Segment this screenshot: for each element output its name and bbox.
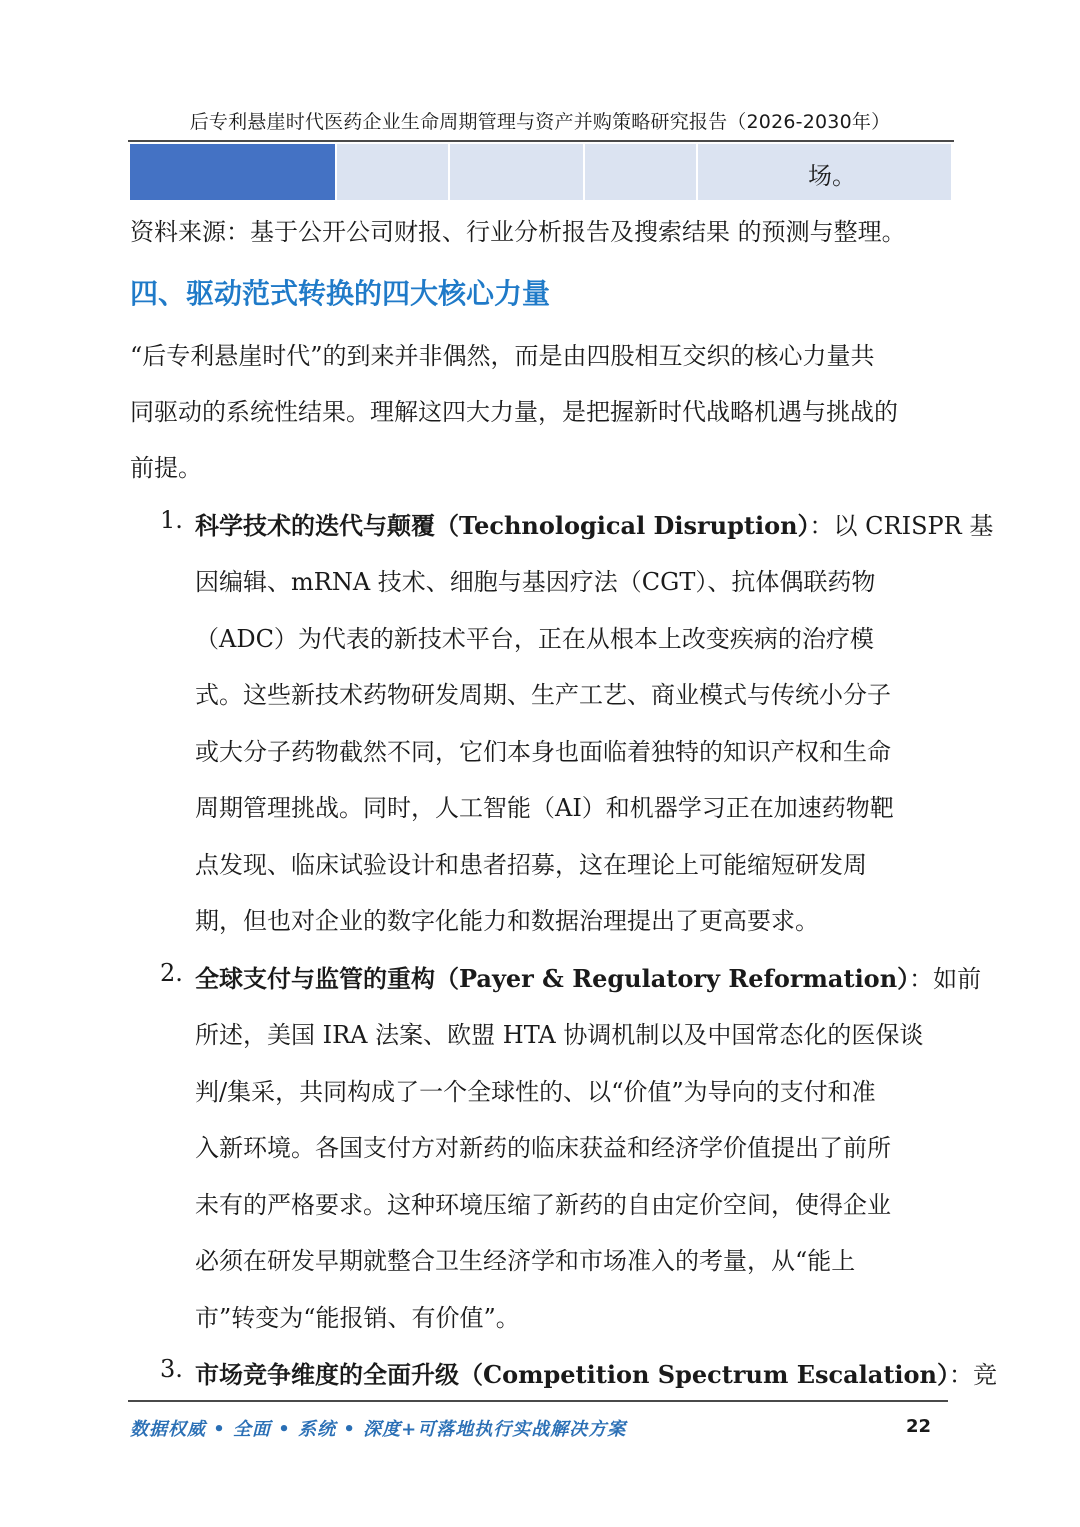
list-item-text: ：以 CRISPR 基: [809, 512, 994, 540]
list-item-first-line: [195, 959, 981, 994]
table-cell: [698, 144, 951, 200]
list-item-line: 市”转变为“能报销、有价值”。: [195, 1304, 520, 1332]
list-item-line: 所述，美国 IRA 法案、欧盟 HTA 协调机制以及中国常态化的医保谈: [195, 1021, 924, 1049]
list-item-line: 期，但也对企业的数字化能力和数据治理提出了更高要求。: [195, 907, 819, 935]
list-item-first-line: [195, 506, 993, 541]
list-item-number: 1.: [160, 506, 183, 534]
intro-paragraph-line: 同驱动的系统性结果。理解这四大力量，是把握新时代战略机遇与挑战的: [130, 398, 898, 426]
list-item-line: 入新环境。各国支付方对新药的临床获益和经济学价值提出了前所: [195, 1134, 891, 1162]
page-number: 22: [906, 1416, 932, 1437]
list-item-line: 或大分子药物截然不同，它们本身也面临着独特的知识产权和生命: [195, 738, 891, 766]
list-item-line: 判/集采，共同构成了一个全球性的、以“价值”为导向的支付和准: [195, 1078, 876, 1106]
list-item-line: 因编辑、mRNA 技术、细胞与基因疗法（CGT）、抗体偶联药物: [195, 568, 876, 596]
list-item-line: 点发现、临床试验设计和患者招募，这在理论上可能缩短研发周: [195, 851, 867, 879]
list-item-number: 2.: [160, 959, 183, 987]
list-item-line: 周期管理挑战。同时，人工智能（AI）和机器学习正在加速药物靶: [195, 794, 894, 822]
footer-slogan: 数据权威 • 全面 • 系统 • 深度+可落地执行实战解决方案: [130, 1419, 627, 1440]
source-note: 资料来源：基于公开公司财报、行业分析报告及搜索结果 的预测与整理。: [130, 218, 906, 246]
list-item-text: ：如前: [909, 965, 982, 993]
list-item-first-line: [195, 1355, 997, 1390]
list-item-number: 3.: [160, 1355, 183, 1383]
table-cell: [585, 144, 698, 200]
table-cell: [450, 144, 585, 200]
list-item-line: （ADC）为代表的新技术平台，正在从根本上改变疾病的治疗模: [195, 625, 874, 653]
intro-paragraph-line: 前提。: [130, 454, 202, 482]
table-cell: [337, 144, 450, 200]
table-cell-text: 场。: [808, 162, 856, 190]
list-item-line: 式。这些新技术药物研发周期、生产工艺、商业模式与传统小分子: [195, 681, 891, 709]
section-heading: 四、驱动范式转换的四大核心力量: [130, 277, 551, 310]
header-divider: [128, 140, 954, 142]
intro-paragraph-line: “后专利悬崖时代”的到来并非偶然，而是由四股相互交织的核心力量共: [130, 342, 875, 370]
list-item-title: 科学技术的迭代与颠覆（Technological Disruption）: [195, 511, 810, 540]
list-item-title: 市场竞争维度的全面升级（Competition Spectrum Escalation）: [195, 1360, 949, 1389]
footer-divider: [128, 1400, 948, 1402]
report-header-title: 后专利悬崖时代医药企业生命周期管理与资产并购策略研究报告（2026-2030年）: [189, 111, 891, 133]
list-item-title: 全球支付与监管的重构（Payer & Regulatory Reformation）: [195, 964, 910, 993]
list-item-text: ：竞: [949, 1361, 997, 1389]
list-item-line: 未有的严格要求。这种环境压缩了新药的自由定价空间，使得企业: [195, 1191, 891, 1219]
table-fragment-row: [130, 144, 951, 200]
table-cell: [130, 144, 337, 200]
list-item-line: 必须在研发早期就整合卫生经济学和市场准入的考量，从“能上: [195, 1247, 856, 1275]
